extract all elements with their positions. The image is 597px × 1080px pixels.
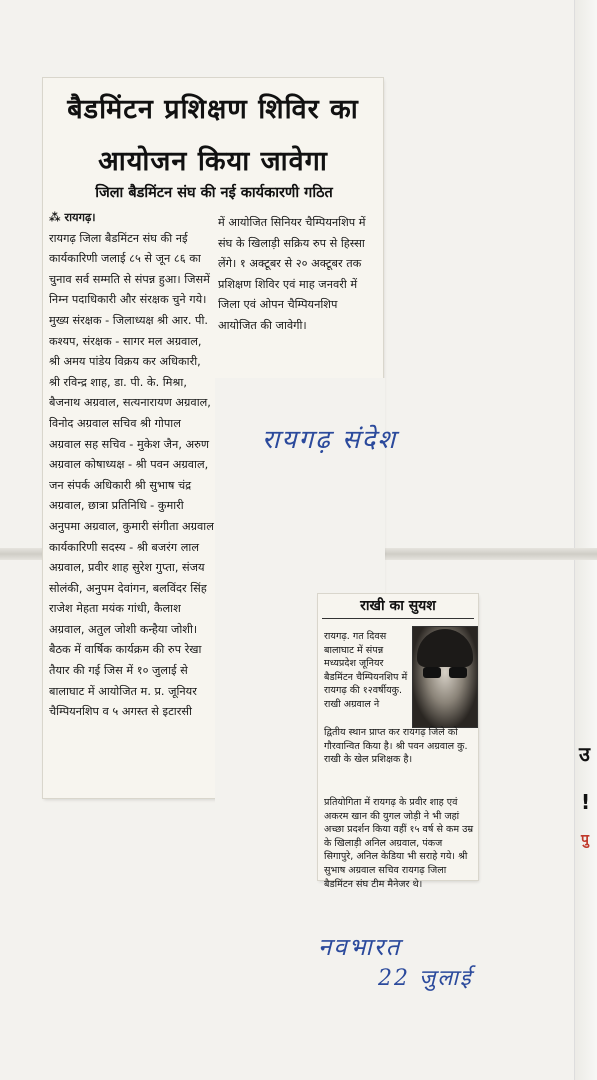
- clipping-body: [324, 726, 474, 767]
- headline-line-1: बैडमिंटन प्रशिक्षण शिविर का: [67, 94, 359, 125]
- clipping-title: राखी का सुयश: [360, 598, 436, 614]
- adjacent-page-edge: [574, 0, 597, 1080]
- clipping-intro: [324, 630, 412, 712]
- clipping-headline: [53, 84, 373, 188]
- dateline: ⁂ रायगढ़।: [49, 211, 96, 224]
- headline-line-2: आयोजन किया जावेगा: [98, 146, 328, 177]
- margin-mark: !: [581, 790, 591, 814]
- article-paragraph: में आयोजित सिनियर चैम्पियनशिप में संघ के खिलाड़ी सक्रिय रुप से हिस्सा लेंगे। १ अक्टूबर से २० अक्टूबर तक प्रशिक्षण शिविर एवं माह जनवरी में जिला एवं ओपन चैम्पियनशिप आयोजित की जावेगी।: [218, 216, 366, 332]
- article-paragraph: बैठक में वार्षिक कार्यक्रम की रुप रेखा तैयार की गई जिस में १० जुलाई से बालाघाट में आयोजित म. प्र. जूनियर चैम्पियनशिप व ५ अगस्त से इटारसी: [49, 643, 202, 719]
- article-paragraph: द्वितीय स्थान प्राप्त कर रायगढ़ जिले को गौरवान्वित किया है। श्री पवन अग्रवाल कु. राखी के खेल प्रशिक्षक है।: [324, 727, 468, 766]
- clipping-body: [324, 796, 474, 891]
- clipping-subheadline: जिला बैडमिंटन संघ की नई कार्यकारणी गठित: [95, 185, 333, 201]
- news-clipping-rakhi: [318, 594, 478, 890]
- article-right-column: [218, 213, 378, 337]
- margin-mark: पु: [581, 832, 589, 848]
- article-paragraph: प्रतियोगिता में रायगढ़ के प्रवीर शाह एवं अकरम खान की युगल जोड़ी ने भी जहां अच्छा प्रदर्शन किया वहीं १५ वर्ष से कम उम्र के खिलाड़ी अनिल अग्रवाल, पंकज सिगापुरे, अनिल केडिया भी सराहे गये। श्री सुभाष अग्रवाल सचिव रायगढ़ जिला बैडमिंटन संघ टीम मैनेजर थे।: [324, 797, 474, 890]
- article-paragraph: रायगढ़ जिला बैडमिंटन संघ की नई कार्यकारिणी जलाई ८५ से जून ८६ का चुनाव सर्व सम्मति से संपन्न हुआ। जिसमें निम्न पदाधिकारी और संरक्षक चुने गये। मुख्य संरक्षक - जिलाध्यक्ष श्री आर. पी. कश्यप, संरक्षक - सागर मल अग्रवाल, श्री अमय पांडेय विक्रय कर अधिकारी, श्री रविन्द्र शाह, डा. पी. के. मिश्रा, बैजनाथ अग्रवाल, सत्यनारायण अग्रवाल, विनोद अग्रवाल सचिव श्री गोपाल अग्रवाल सह सचिव - मुकेश जैन, अरुण अग्रवाल कोषाध्यक्ष - श्री पवन अग्रवाल, जन संपर्क अधिकारी श्री सुभाष चंद्र अग्रवाल, छात्रा प्रतिनिधि - कुमारी अनुपमा अग्रवाल, कुमारी संगीता अग्रवाल कार्यकारिणी सदस्य - श्री बजरंग लाल अग्रवाल, प्रवीर शाह सुरेश गुप्ता, संजय सोलंकी, अनुपम देवांगन, बलविंदर सिंह राजेश मेहता मयंक गांधी, कैलाश अग्रवाल, अतुल जोशी कन्हैया जोशी।: [49, 231, 214, 636]
- article-paragraph: रायगढ़. गत दिवस बालाघाट में संपन्न मध्यप्रदेश जूनियर बैडमिंटन चैम्पियनशिप में रायगढ़ की १२वर्षीयकु. राखी अग्रवाल ने: [324, 631, 408, 710]
- handwritten-source-label: रायगढ़ संदेश: [262, 425, 398, 455]
- portrait-photo: [412, 626, 478, 728]
- handwritten-newspaper-name: नवभारत: [318, 933, 402, 961]
- article-left-column: [49, 208, 214, 723]
- margin-mark: उ: [579, 742, 590, 766]
- title-divider: [322, 618, 474, 619]
- handwritten-date: 22 जुलाई: [378, 966, 473, 991]
